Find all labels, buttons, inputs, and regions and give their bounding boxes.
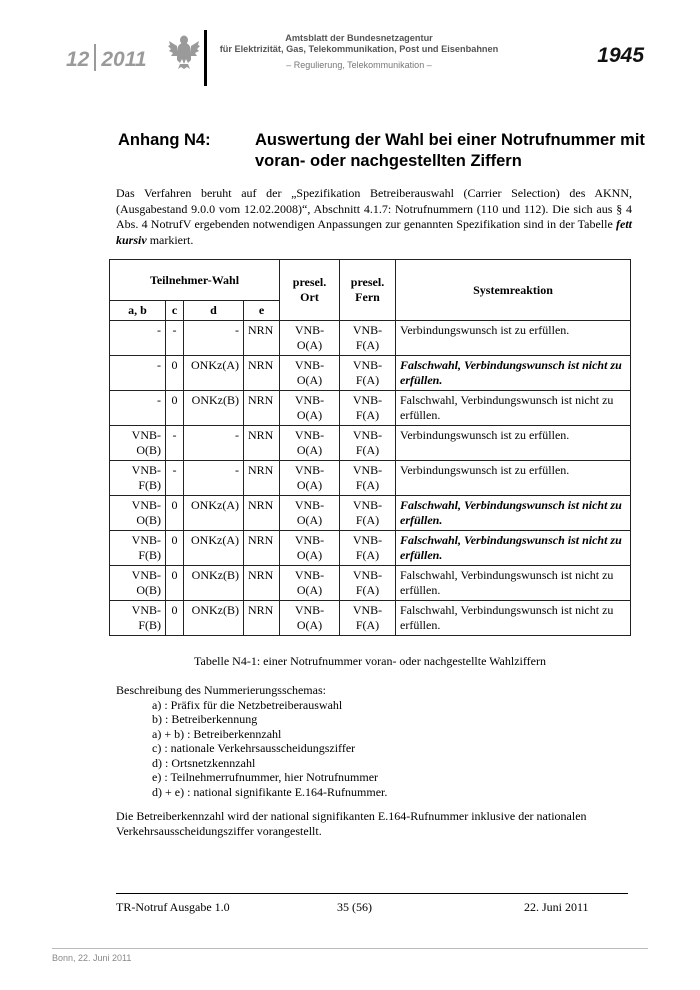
cell-c: 0 <box>166 391 184 426</box>
cell-ab: VNB-O(B) <box>110 566 166 601</box>
col-header-system-reaction: Systemreaktion <box>396 260 631 321</box>
scheme-heading: Beschreibung des Nummerierungsschemas: <box>116 683 326 697</box>
intro-suffix: markiert. <box>149 232 194 247</box>
table-row <box>110 321 631 356</box>
cell-presel-ort: VNB-O(A) <box>280 426 340 461</box>
cell-presel-fern: VNB-F(A) <box>340 531 396 566</box>
cell-e: NRN <box>244 321 280 356</box>
cell-e: NRN <box>244 356 280 391</box>
cell-d: ONKz(A) <box>184 531 244 566</box>
cell-ab: - <box>110 356 166 391</box>
cell-reaction: Falschwahl, Verbindungswunsch ist nicht zu erfüllen. <box>396 531 631 566</box>
cell-ab: VNB-O(B) <box>110 426 166 461</box>
cell-e: NRN <box>244 531 280 566</box>
federal-eagle-icon <box>168 32 200 70</box>
table-caption: Tabelle N4-1: einer Notrufnummer voran- oder nachgestellte Wahlziffern <box>194 654 546 668</box>
cell-presel-fern: VNB-F(A) <box>340 321 396 356</box>
intro-emphasis: fett kursiv <box>116 217 633 247</box>
cell-ab: VNB-F(B) <box>110 461 166 496</box>
cell-e: NRN <box>244 601 280 636</box>
cell-reaction: Falschwahl, Verbindungswunsch ist nicht zu erfüllen. <box>396 356 631 391</box>
table-row <box>110 531 631 566</box>
annex-heading <box>118 130 645 170</box>
footer-doc-title: TR-Notruf Ausgabe 1.0 <box>116 900 230 914</box>
cell-reaction: Verbindungswunsch ist zu erfüllen. <box>396 426 631 461</box>
annex-title: Auswertung der Wahl bei einer Notrufnummer mit voran- oder nachgestellten Ziffern <box>255 131 645 170</box>
cell-e: NRN <box>244 566 280 601</box>
scheme-item: b) : Betreiberkennung <box>152 712 258 726</box>
table-row <box>110 461 631 496</box>
cell-ab: - <box>110 391 166 426</box>
page-number: 1945 <box>597 44 644 67</box>
cell-presel-ort: VNB-O(A) <box>280 461 340 496</box>
footer-page-count: 35 (56) <box>337 900 372 914</box>
bottom-place-date: Bonn, 22. Juni 2011 <box>52 953 132 963</box>
issue-number: 12 <box>66 48 90 71</box>
cell-c: - <box>166 426 184 461</box>
annex-label: Anhang N4: <box>118 131 211 149</box>
cell-d: - <box>184 321 244 356</box>
col-header-presel-fern: presel. Fern <box>340 260 396 321</box>
cell-presel-fern: VNB-F(A) <box>340 356 396 391</box>
table-row <box>110 496 631 531</box>
issue-year: 2011 <box>101 48 147 71</box>
intro-text: Das Verfahren beruht auf der „Spezifikation Betreiberauswahl (Carrier Selection) des AKNN, (Ausgabestand 9.0.0 vom 12.02.2008)“, Abschnitt 4.1.7: Notrufnummern (110 und 112). Die sich aus § 4 Abs. 4 NotrufV ergebenden notwendigen Anpassungen zur genannten Spezifikation sind in der Tabelle <box>116 186 632 231</box>
cell-reaction: Falschwahl, Verbindungswunsch ist nicht zu erfüllen. <box>396 601 631 636</box>
footer-date: 22. Juni 2011 <box>524 900 589 914</box>
cell-c: - <box>166 321 184 356</box>
issue-separator <box>94 44 96 71</box>
table-row <box>110 566 631 601</box>
cell-d: - <box>184 426 244 461</box>
cell-presel-ort: VNB-O(A) <box>280 356 340 391</box>
closing-paragraph: Die Betreiberkennzahl wird der national signifikanten E.164-Rufnummer inklusive der nationalen Verkehrsausscheidungsziffer vorangestellt. <box>116 809 587 838</box>
cell-reaction: Verbindungswunsch ist zu erfüllen. <box>396 461 631 496</box>
gazette-title <box>214 33 504 55</box>
col-header-subscriber-dial: Teilnehmer-Wahl <box>110 260 280 301</box>
issue-label <box>66 44 147 72</box>
cell-ab: VNB-F(B) <box>110 531 166 566</box>
scheme-item: d) + e) : national signifikante E.164-Rufnummer. <box>152 784 388 799</box>
cell-presel-fern: VNB-F(A) <box>340 391 396 426</box>
gazette-title-line1: Amtsblatt der Bundesnetzagentur <box>285 33 433 43</box>
cell-presel-ort: VNB-O(A) <box>280 531 340 566</box>
scheme-item: a) : Präfix für die Netzbetreiberauswahl <box>152 697 343 712</box>
scheme-item: a) + b) : Betreiberkennzahl <box>152 726 282 741</box>
cell-ab: - <box>110 321 166 356</box>
scheme-list <box>116 698 387 800</box>
table-row <box>110 391 631 426</box>
dialing-table <box>109 259 631 636</box>
cell-presel-ort: VNB-O(A) <box>280 566 340 601</box>
cell-presel-fern: VNB-F(A) <box>340 496 396 531</box>
scheme-item: c) : nationale Verkehrsausscheidungsziffer <box>152 741 356 755</box>
cell-reaction: Verbindungswunsch ist zu erfüllen. <box>396 321 631 356</box>
cell-ab: VNB-F(B) <box>110 601 166 636</box>
intro-paragraph <box>116 186 632 248</box>
cell-c: 0 <box>166 356 184 391</box>
col-header-ab: a, b <box>110 301 166 321</box>
cell-presel-ort: VNB-O(A) <box>280 601 340 636</box>
numbering-scheme <box>116 683 387 799</box>
cell-reaction: Falschwahl, Verbindungswunsch ist nicht zu erfüllen. <box>396 566 631 601</box>
scheme-item: e) : Teilnehmerrufnummer, hier Notrufnummer <box>152 770 379 784</box>
cell-reaction: Falschwahl, Verbindungswunsch ist nicht zu erfüllen. <box>396 496 631 531</box>
cell-c: 0 <box>166 601 184 636</box>
header-divider <box>204 30 207 86</box>
cell-d: ONKz(A) <box>184 356 244 391</box>
cell-c: 0 <box>166 566 184 601</box>
cell-presel-fern: VNB-F(A) <box>340 426 396 461</box>
col-header-c: c <box>166 301 184 321</box>
cell-presel-ort: VNB-O(A) <box>280 496 340 531</box>
cell-d: - <box>184 461 244 496</box>
cell-presel-fern: VNB-F(A) <box>340 461 396 496</box>
cell-presel-fern: VNB-F(A) <box>340 566 396 601</box>
cell-d: ONKz(B) <box>184 601 244 636</box>
cell-d: ONKz(B) <box>184 391 244 426</box>
cell-c: 0 <box>166 531 184 566</box>
gazette-subtitle: – Regulierung, Telekommunikation – <box>286 60 432 70</box>
cell-e: NRN <box>244 391 280 426</box>
cell-ab: VNB-O(B) <box>110 496 166 531</box>
cell-e: NRN <box>244 461 280 496</box>
table-header-row <box>110 260 631 301</box>
col-header-e: e <box>244 301 280 321</box>
cell-e: NRN <box>244 496 280 531</box>
cell-c: - <box>166 461 184 496</box>
cell-d: ONKz(B) <box>184 566 244 601</box>
table-row <box>110 426 631 461</box>
cell-reaction: Falschwahl, Verbindungswunsch ist nicht zu erfüllen. <box>396 391 631 426</box>
table-row <box>110 356 631 391</box>
cell-presel-fern: VNB-F(A) <box>340 601 396 636</box>
table-row <box>110 601 631 636</box>
footer-rule <box>116 893 628 894</box>
cell-presel-ort: VNB-O(A) <box>280 391 340 426</box>
cell-d: ONKz(A) <box>184 496 244 531</box>
bottom-rule <box>52 948 648 949</box>
gazette-title-line2: für Elektrizität, Gas, Telekommunikation, Post und Eisenbahnen <box>219 44 499 54</box>
cell-c: 0 <box>166 496 184 531</box>
cell-presel-ort: VNB-O(A) <box>280 321 340 356</box>
cell-e: NRN <box>244 426 280 461</box>
scheme-item: d) : Ortsnetzkennzahl <box>152 755 256 770</box>
col-header-presel-ort: presel. Ort <box>280 260 340 321</box>
col-header-d: d <box>184 301 244 321</box>
